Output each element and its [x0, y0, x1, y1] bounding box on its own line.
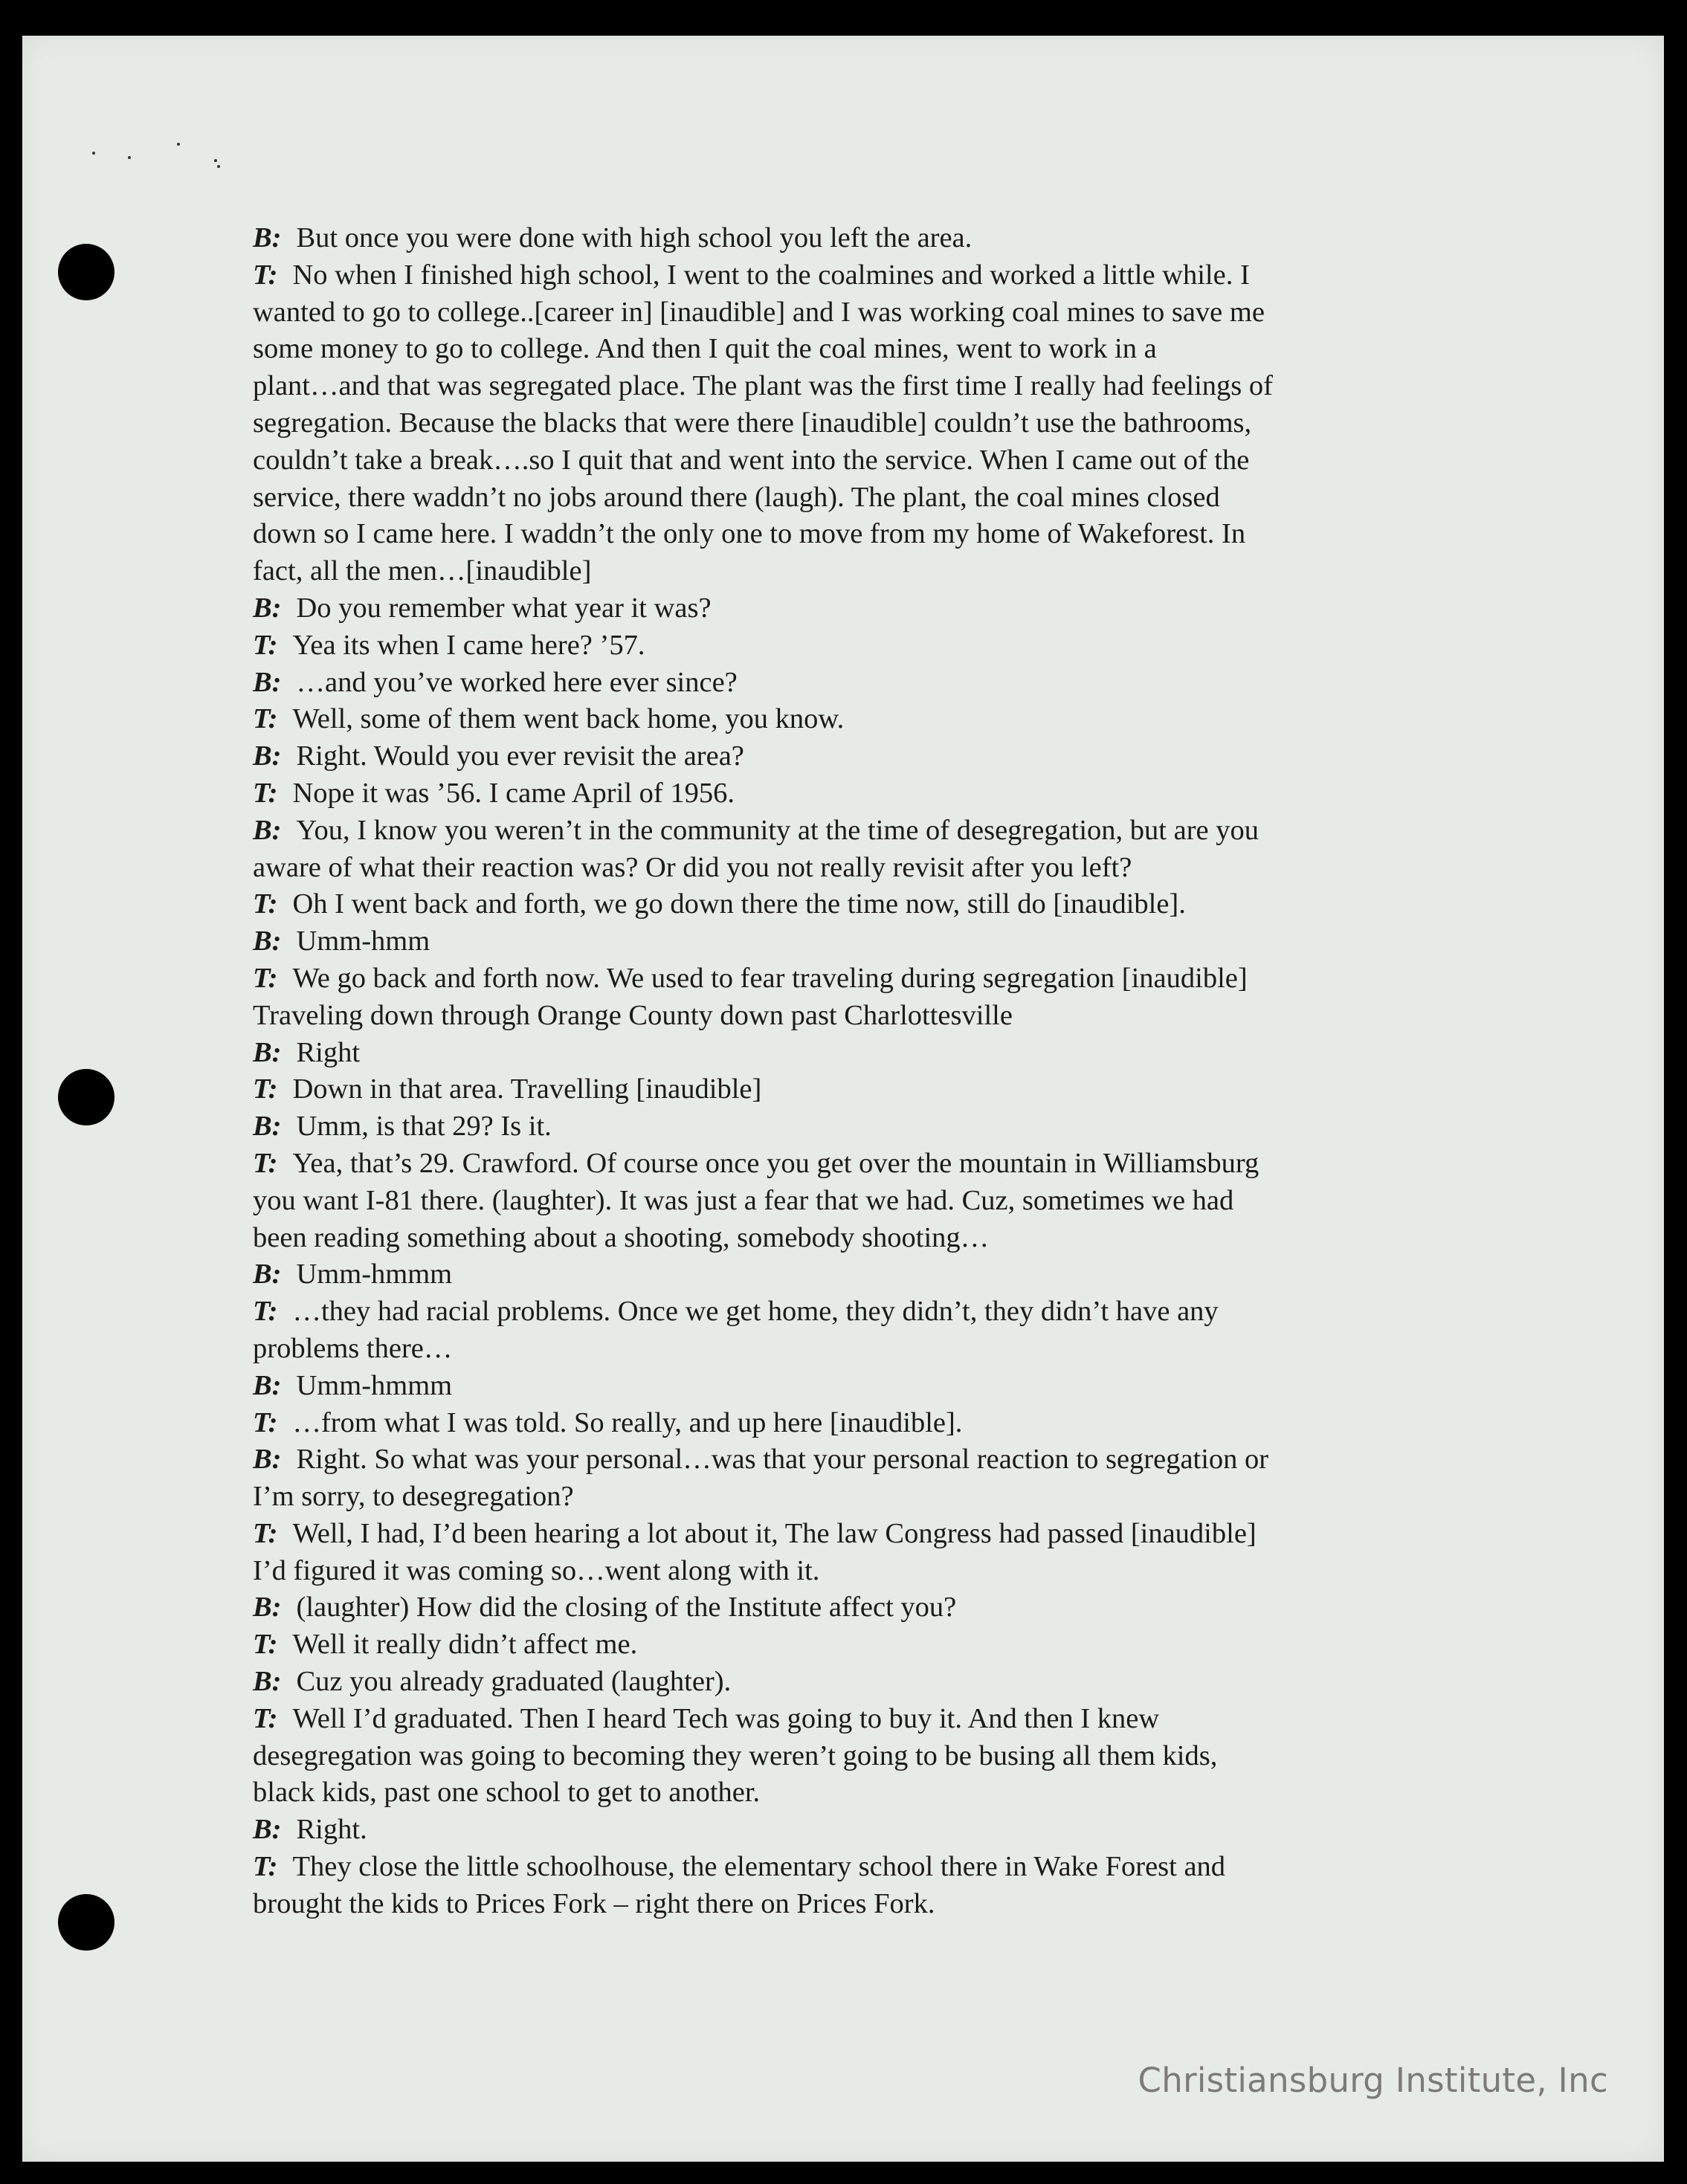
- speaker-label: B:: [253, 740, 282, 772]
- line-text: Well it really didn’t affect me.: [292, 1629, 638, 1661]
- transcript-line: [253, 1626, 1502, 1664]
- speaker-label: B:: [253, 222, 282, 253]
- line-text: Umm-hmmm: [296, 1369, 453, 1401]
- transcript-line: [253, 1701, 1502, 1738]
- line-text: Yea its when I came here? ’57.: [292, 629, 645, 661]
- speaker-label: T:: [253, 1517, 278, 1549]
- speaker-label: T:: [253, 1629, 278, 1661]
- transcript-line: [253, 442, 1502, 479]
- line-text: I’m sorry, to desegregation?: [253, 1481, 574, 1513]
- line-text: …and you’ve worked here ever since?: [296, 666, 738, 698]
- speaker-label: T:: [253, 703, 278, 735]
- speaker-label: B:: [253, 814, 282, 846]
- transcript: [253, 220, 1502, 1923]
- transcript-line: [253, 405, 1502, 442]
- transcript-line: [253, 1108, 1502, 1146]
- line-text: Yea, that’s 29. Crawford. Of course once you get over the mountain in Williamsburg: [292, 1147, 1259, 1179]
- line-text: (laughter) How did the closing of the Institute affect you?: [296, 1592, 957, 1624]
- line-text: Umm-hmm: [296, 925, 430, 957]
- speaker-label: T:: [253, 1702, 278, 1734]
- line-text: Traveling down through Orange County down past Charlottesville: [253, 999, 1013, 1031]
- watermark: Christiansburg Institute, Inc: [1138, 2061, 1608, 2100]
- punch-hole-top: [58, 244, 114, 300]
- transcript-line: [253, 553, 1502, 590]
- speaker-label: T:: [253, 962, 278, 994]
- speaker-label: T:: [253, 777, 278, 809]
- transcript-line: [253, 1220, 1502, 1257]
- transcript-line: [253, 1405, 1502, 1442]
- line-text: plant…and that was segregated place. The plant was the first time I really had feelings of: [253, 370, 1273, 402]
- transcript-line: [253, 220, 1502, 257]
- transcript-line: [253, 886, 1502, 923]
- line-text: you want I-81 there. (laughter). It was just a fear that we had. Cuz, sometimes we had: [253, 1184, 1234, 1216]
- speaker-label: T:: [253, 888, 278, 920]
- speaker-label: T:: [253, 1147, 278, 1179]
- line-text: Right. So what was your personal…was that your personal reaction to segregation or: [296, 1444, 1269, 1476]
- transcript-line: [253, 1183, 1502, 1220]
- speaker-label: T:: [253, 629, 278, 661]
- line-text: Cuz you already graduated (laughter).: [296, 1666, 732, 1698]
- transcript-line: [253, 775, 1502, 812]
- transcript-line: [253, 627, 1502, 665]
- line-text: fact, all the men…[inaudible]: [253, 555, 592, 587]
- transcript-line: [253, 1738, 1502, 1775]
- line-text: segregation. Because the blacks that were there [inaudible] couldn’t use the bathrooms,: [253, 407, 1252, 439]
- transcript-line: [253, 923, 1502, 960]
- transcript-line: [253, 1479, 1502, 1516]
- line-text: brought the kids to Prices Fork – right there on Prices Fork.: [253, 1887, 935, 1919]
- speaker-label: B:: [253, 1666, 282, 1698]
- transcript-line: [253, 812, 1502, 850]
- transcript-line: [253, 1071, 1502, 1108]
- transcript-line: [253, 1293, 1502, 1331]
- speaker-label: B:: [253, 666, 282, 698]
- transcript-line: [253, 1664, 1502, 1701]
- line-text: Umm-hmmm: [296, 1259, 453, 1290]
- line-text: Nope it was ’56. I came April of 1956.: [292, 777, 735, 809]
- line-text: But once you were done with high school you left the area.: [296, 222, 972, 253]
- speaker-label: B:: [253, 1111, 282, 1143]
- transcript-line: [253, 1553, 1502, 1590]
- transcript-line: [253, 257, 1502, 294]
- line-text: couldn’t take a break….so I quit that and went into the service. When I came out of the: [253, 444, 1250, 476]
- line-text: Right.: [296, 1814, 367, 1846]
- speaker-label: B:: [253, 1036, 282, 1068]
- line-text: problems there…: [253, 1332, 453, 1364]
- paper-specks: [89, 138, 238, 168]
- punch-hole-middle: [58, 1069, 114, 1125]
- transcript-line: [253, 1589, 1502, 1626]
- transcript-line: [253, 1146, 1502, 1183]
- transcript-line: [253, 368, 1502, 405]
- line-text: Umm, is that 29? Is it.: [296, 1111, 552, 1143]
- line-text: Well I’d graduated. Then I heard Tech was going to buy it. And then I knew: [292, 1702, 1160, 1734]
- speaker-label: T:: [253, 1073, 278, 1105]
- line-text: Oh I went back and forth, we go down there the time now, still do [inaudible].: [292, 888, 1186, 920]
- speaker-label: B:: [253, 925, 282, 957]
- line-text: …from what I was told. So really, and up here [inaudible].: [292, 1406, 963, 1438]
- punch-hole-bottom: [58, 1894, 114, 1951]
- line-text: desegregation was going to becoming they weren’t going to be busing all them kids,: [253, 1739, 1218, 1771]
- transcript-line: [253, 590, 1502, 627]
- transcript-line: [253, 1441, 1502, 1479]
- transcript-line: [253, 516, 1502, 553]
- speaker-label: B:: [253, 1444, 282, 1476]
- transcript-line: [253, 960, 1502, 998]
- speaker-label: T:: [253, 1296, 278, 1328]
- line-text: Right: [296, 1036, 361, 1068]
- transcript-line: [253, 1516, 1502, 1553]
- transcript-line: [253, 1368, 1502, 1405]
- line-text: Well, some of them went back home, you know.: [292, 703, 845, 735]
- transcript-line: [253, 479, 1502, 517]
- transcript-line: [253, 1812, 1502, 1849]
- line-text: service, there waddn’t no jobs around there (laugh). The plant, the coal mines closed: [253, 481, 1220, 513]
- line-text: …they had racial problems. Once we get home, they didn’t, they didn’t have any: [292, 1296, 1219, 1328]
- line-text: You, I know you weren’t in the community at the time of desegregation, but are you: [296, 814, 1259, 846]
- transcript-line: [253, 701, 1502, 738]
- speaker-label: B:: [253, 1592, 282, 1624]
- line-text: black kids, past one school to get to another.: [253, 1777, 761, 1809]
- transcript-line: [253, 1256, 1502, 1293]
- line-text: Right. Would you ever revisit the area?: [296, 740, 744, 772]
- transcript-line: [253, 998, 1502, 1035]
- line-text: No when I finished high school, I went to the coalmines and worked a little while. I: [292, 259, 1250, 291]
- speaker-label: B:: [253, 1814, 282, 1846]
- line-text: wanted to go to college..[career in] [inaudible] and I was working coal mines to save me: [253, 296, 1265, 328]
- transcript-line: [253, 1886, 1502, 1923]
- transcript-line: [253, 1331, 1502, 1368]
- speaker-label: T:: [253, 259, 278, 291]
- line-text: I’d figured it was coming so…went along with it.: [253, 1554, 820, 1586]
- transcript-line: [253, 738, 1502, 775]
- transcript-line: [253, 850, 1502, 887]
- line-text: We go back and forth now. We used to fear traveling during segregation [inaudible]: [292, 962, 1248, 994]
- speaker-label: B:: [253, 1259, 282, 1290]
- line-text: some money to go to college. And then I quit the coal mines, went to work in a: [253, 333, 1157, 365]
- line-text: Do you remember what year it was?: [296, 592, 712, 624]
- line-text: aware of what their reaction was? Or did you not really revisit after you left?: [253, 851, 1132, 883]
- transcript-line: [253, 331, 1502, 368]
- line-text: Well, I had, I’d been hearing a lot about it, The law Congress had passed [inaudible]: [292, 1517, 1257, 1549]
- transcript-line: [253, 294, 1502, 332]
- line-text: been reading something about a shooting, somebody shooting…: [253, 1221, 990, 1253]
- speaker-label: T:: [253, 1406, 278, 1438]
- line-text: Down in that area. Travelling [inaudible]: [292, 1073, 762, 1105]
- speaker-label: B:: [253, 592, 282, 624]
- speaker-label: T:: [253, 1851, 278, 1883]
- transcript-line: [253, 1774, 1502, 1812]
- transcript-line: [253, 665, 1502, 702]
- speaker-label: B:: [253, 1369, 282, 1401]
- transcript-line: [253, 1035, 1502, 1072]
- transcript-line: [253, 1849, 1502, 1886]
- line-text: down so I came here. I waddn’t the only one to move from my home of Wakeforest. In: [253, 518, 1246, 550]
- line-text: They close the little schoolhouse, the elementary school there in Wake Forest and: [292, 1851, 1226, 1883]
